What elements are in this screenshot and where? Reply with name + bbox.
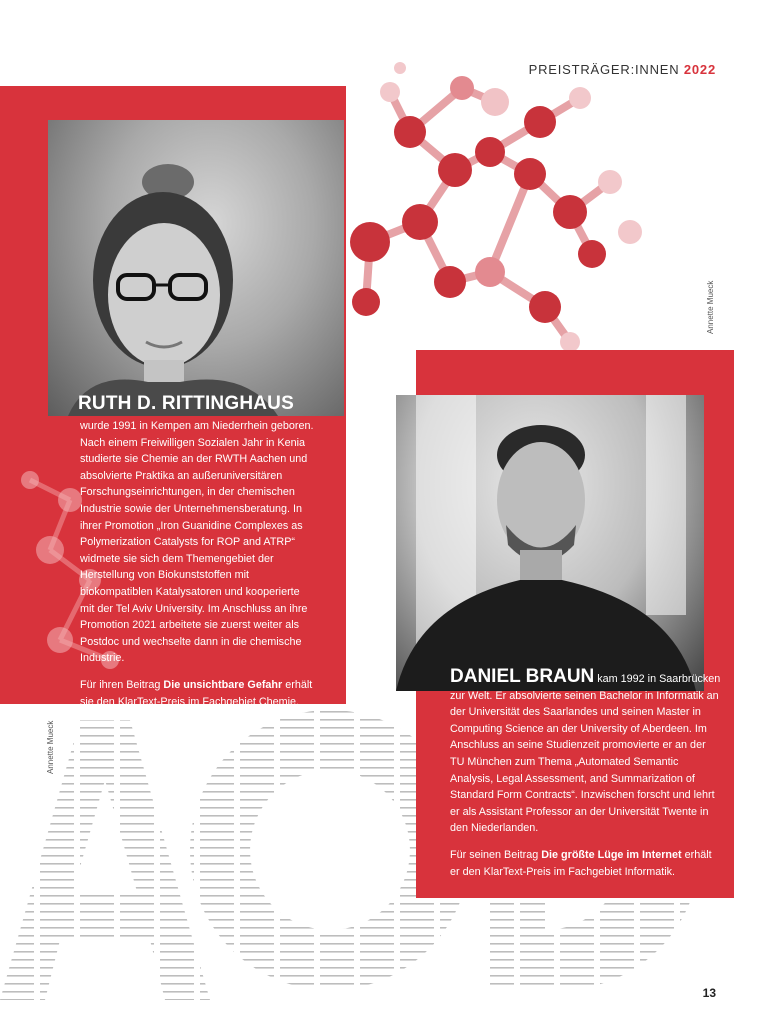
daniel-award-title: Die größte Lüge im Internet [541,848,682,861]
daniel-bio-block [450,666,722,890]
portrait-daniel-illustration [396,395,704,691]
section-header [529,62,716,77]
photo-credit-letters: Annette Mueck [46,720,55,774]
ruth-award-prefix: Für ihren Beitrag [80,678,161,691]
letter-a-shape [0,720,210,1000]
ruth-bio: wurde 1991 in Kempen am Niederrhein geboren. Nach einem Freiwilligen Sozialen Jahr in Kenia studierte sie Chemie an der RWTH Aachen und absolvierte Praktika an außeruniversitären Forschungseinrichtungen, in der chemischen Industrie sowie der Unternehmensberatung. In ihrer Promotion „Iron Guanidine Complexes as Polymerization Catalysts for ROP and ATRP“ widmete sie sich dem Themengebiet der Herstellung von Biokunststoffen mit biokompatiblen Katalysatoren und kooperierte mit der Tel Aviv University. Im Anschluss an ihre Promotion 2021 arbeitete sie zuerst weiter als Postdoc und wechselte dann in die chemische Industrie. [80,420,314,665]
ruth-bio-block [80,418,316,720]
ruth-name: RUTH D. RITTINGHAUS [78,393,294,414]
daniel-award-prefix: Für seinen Beitrag [450,848,539,861]
molecule-illustration [330,52,660,352]
ruth-award [80,677,316,710]
daniel-award [450,847,722,880]
page-number: 13 [702,986,716,1000]
daniel-bio-paragraph [450,666,722,837]
daniel-name: DANIEL BRAUN [450,666,595,687]
photo-credit-molecule: Annette Mueck [706,280,715,334]
section-label: PREISTRÄGER:INNEN [528,62,680,77]
daniel-bio: kam 1992 in Saarbrücken zur Welt. Er absolvierte seinen Bachelor in Informatik an der Universität des Saarlandes und seinen Master in Computing Science an der University of Aberdeen. Im Anschluss an seine Studienzeit promovierte er an der TU München zum Thema „Automated Semantic Analysis, Legal Assessment, and Summarization of Standard Form Contracts“. Inzwischen forscht und lehrt er als Assistant Professor an der Universität Twente in den Niederlanden. [450,673,721,835]
portrait-ruth [48,120,344,416]
portrait-ruth-illustration [48,120,344,416]
section-year: 2022 [683,62,716,77]
portrait-daniel [396,395,704,691]
daniel-award-suffix: erhält er den KlarText-Preis im Fachgebiet Informatik. [450,848,712,878]
ruth-award-title: Die unsichtbare Gefahr [163,678,283,691]
ruth-award-suffix: erhält sie den KlarText-Preis im Fachgebiet Chemie. [80,678,313,708]
